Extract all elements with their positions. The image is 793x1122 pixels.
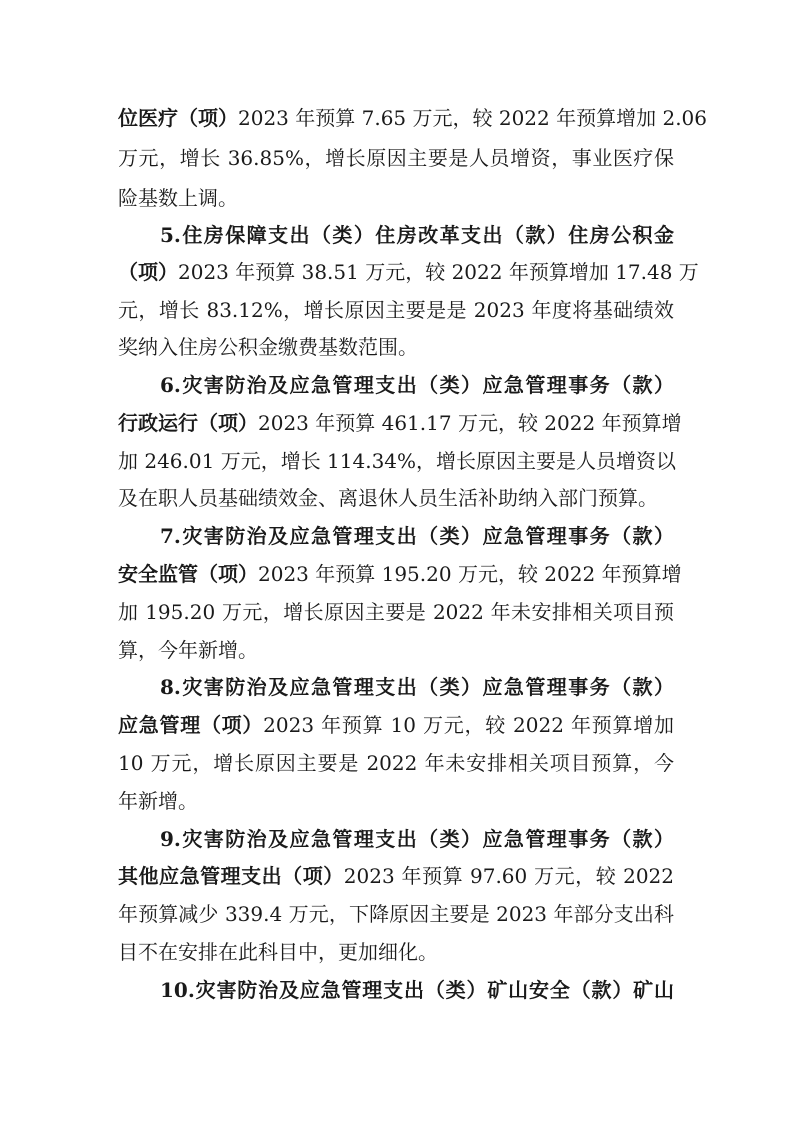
text-run: 加 195.20 万元，增长原因主要是 2022 年未安排相关项目预: [118, 600, 674, 624]
text-run: 目不在安排在此科目中，更加细化。: [118, 940, 438, 964]
text-run: 加 246.01 万元，增长 114.34%，增长原因主要是人员增资以: [118, 449, 677, 473]
text-line: [160, 673, 674, 701]
text-line: [160, 976, 674, 1004]
text-line: [160, 371, 674, 399]
text-run: 年新增。: [118, 789, 198, 813]
text-line: [118, 184, 238, 212]
text-line: [118, 144, 674, 172]
text-line: [160, 825, 674, 853]
bold-heading-run: 6.灾害防治及应急管理支出（类）应急管理事务（款）: [160, 373, 674, 397]
bold-heading-run: 10.灾害防治及应急管理支出（类）矿山安全（款）矿山: [160, 978, 674, 1002]
text-line: [118, 333, 418, 361]
text-run: 险基数上调。: [118, 186, 238, 210]
text-line: [118, 787, 198, 815]
bold-heading-run: 安全监管（项）: [118, 562, 258, 586]
bold-heading-run: 应急管理（项）: [118, 713, 264, 737]
text-run: 元，增长 83.12%，增长原因主要是是 2023 年度将基础绩效: [118, 298, 674, 322]
text-line: [160, 221, 674, 249]
text-line: [118, 636, 258, 664]
text-line: [118, 296, 674, 324]
text-run: 算，今年新增。: [118, 638, 258, 662]
text-line: [118, 484, 658, 512]
text-run: 及在职人员基础绩效金、离退休人员生活补助纳入部门预算。: [118, 486, 658, 510]
text-line: [118, 711, 674, 739]
text-run: 奖纳入住房公积金缴费基数范围。: [118, 335, 418, 359]
bold-heading-run: 7.灾害防治及应急管理支出（类）应急管理事务（款）: [160, 524, 674, 548]
text-run: 10 万元，增长原因主要是 2022 年未安排相关项目预算，今: [118, 751, 674, 775]
text-line: [118, 938, 438, 966]
text-line: [118, 447, 677, 475]
text-run: 2023 年预算 10 万元，较 2022 年预算增加: [263, 713, 674, 737]
bold-heading-run: 行政运行（项）: [118, 411, 258, 435]
text-line: [118, 560, 682, 588]
text-run: 万元，增长 36.85%，增长原因主要是人员增资，事业医疗保: [118, 146, 674, 170]
text-line: [118, 598, 674, 626]
text-line: [118, 749, 674, 777]
text-line: [118, 900, 674, 928]
text-run: 2023 年预算 38.51 万元，较 2022 年预算增加 17.48 万: [178, 260, 699, 284]
text-line: [118, 258, 699, 286]
bold-heading-run: 位医疗（项）: [118, 106, 238, 130]
text-line: [118, 409, 682, 437]
bold-heading-run: 9.灾害防治及应急管理支出（类）应急管理事务（款）: [160, 827, 674, 851]
text-run: 2023 年预算 461.17 万元，较 2022 年预算增: [258, 411, 682, 435]
bold-heading-run: 其他应急管理支出（项）: [118, 864, 344, 888]
text-run: 2023 年预算 97.60 万元，较 2022: [343, 864, 675, 888]
text-run: 2023 年预算 195.20 万元，较 2022 年预算增: [258, 562, 682, 586]
text-run: 2023 年预算 7.65 万元，较 2022 年预算增加 2.06: [238, 106, 708, 130]
text-line: [160, 522, 674, 550]
bold-heading-run: 5.住房保障支出（类）住房改革支出（款）住房公积金: [160, 223, 674, 247]
text-line: [118, 862, 674, 890]
text-run: 年预算减少 339.4 万元，下降原因主要是 2023 年部分支出科: [118, 902, 674, 926]
bold-heading-run: 8.灾害防治及应急管理支出（类）应急管理事务（款）: [160, 675, 674, 699]
bold-heading-run: （项）: [118, 260, 178, 284]
text-line: [118, 104, 708, 132]
